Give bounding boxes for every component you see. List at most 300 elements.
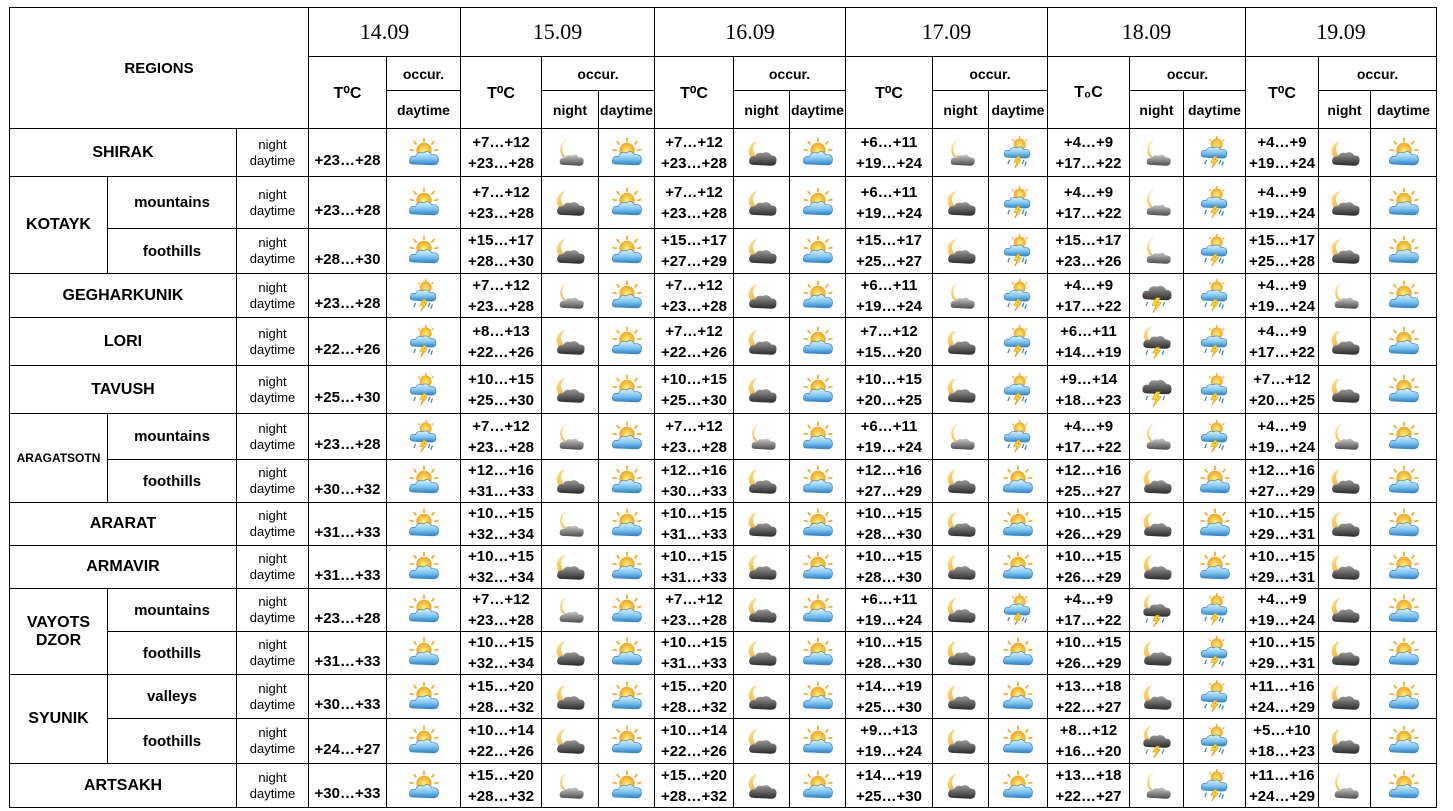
weather-cell: [989, 675, 1048, 719]
temp-cell: [461, 503, 542, 546]
weather-cell: [1130, 764, 1184, 808]
weather-cell: [387, 177, 461, 229]
weather-cell: [1371, 460, 1437, 503]
thunder-rain-icon: [1198, 724, 1232, 758]
forecast-row: [10, 764, 1437, 808]
night-temp: +7…+12: [472, 591, 530, 608]
weather-cell: [1319, 318, 1371, 366]
temp-cell: [1246, 318, 1319, 366]
sun-cloud-icon: [610, 724, 644, 758]
night-label: night: [258, 373, 287, 389]
temp-cell: [309, 129, 387, 177]
sun-cloud-icon: [801, 769, 835, 803]
temp-header: T⁰C: [846, 57, 933, 129]
sun-cloud-icon: [1387, 724, 1421, 758]
night-temp: +4…+9: [1257, 133, 1307, 151]
night-temp: +4…+9: [1257, 591, 1307, 608]
night-temp: +7…+12: [472, 417, 530, 435]
night-label: night: [258, 325, 287, 341]
forecast-row: [10, 274, 1437, 318]
sun-cloud-icon: [1387, 136, 1421, 170]
moon-dark-cloud-icon: [1328, 373, 1362, 407]
weather-cell: [1130, 129, 1184, 177]
night-temp: +15…+17: [1249, 232, 1315, 249]
daytime-temp: +22…+26: [468, 343, 534, 361]
daytime-temp: +23…+28: [661, 612, 727, 629]
sun-cloud-icon: [407, 636, 441, 670]
temp-cell: [1246, 177, 1319, 229]
night-temp: +12…+16: [661, 462, 727, 479]
temp-cell: [1246, 589, 1319, 632]
weather-cell: [542, 129, 599, 177]
temp-cell: [655, 366, 734, 414]
sun-cloud-icon: [1001, 507, 1035, 541]
temp-cell: [309, 764, 387, 808]
temp-cell: [1048, 589, 1130, 632]
moon-cloud-icon: [553, 769, 587, 803]
daytime-temp: +23…+28: [314, 295, 381, 312]
thunder-rain-icon: [1001, 136, 1035, 170]
night-temp: +10…+15: [856, 548, 922, 565]
weather-cell: [1184, 460, 1246, 503]
daytime-temp: +25…+27: [1055, 483, 1122, 500]
daytime-temp: +17…+22: [1055, 154, 1122, 172]
weather-cell: [734, 129, 790, 177]
weather-cell: [387, 503, 461, 546]
temp-cell: [655, 632, 734, 675]
temp-cell: [846, 129, 933, 177]
daytime-label: daytime: [249, 295, 296, 311]
temp-cell: [461, 414, 542, 460]
weather-cell: [933, 274, 989, 318]
subregion-name: foothills: [108, 229, 237, 274]
temp-cell: [309, 675, 387, 719]
sun-cloud-icon: [610, 325, 644, 359]
weather-cell: [1184, 589, 1246, 632]
night-temp: +10…+15: [1249, 548, 1315, 565]
weather-cell: [387, 318, 461, 366]
weather-cell: [599, 719, 655, 764]
weather-cell: [599, 366, 655, 414]
temp-cell: [846, 177, 933, 229]
period-labels: [237, 460, 309, 503]
daytime-temp: +31…+33: [661, 569, 727, 586]
weather-cell: [790, 503, 846, 546]
weather-cell: [1130, 366, 1184, 414]
sun-cloud-icon: [1387, 325, 1421, 359]
weather-cell: [542, 675, 599, 719]
region-name: ARARAT: [10, 503, 237, 546]
weather-cell: [1371, 414, 1437, 460]
daytime-temp: +18…+23: [1055, 391, 1122, 409]
night-temp: +15…+17: [661, 232, 727, 249]
temp-cell: [1048, 274, 1130, 318]
weather-cell: [1371, 632, 1437, 675]
moon-cloud-icon: [944, 136, 978, 170]
moon-dark-cloud-icon: [745, 136, 779, 170]
weather-cell: [989, 366, 1048, 414]
temp-cell: [1246, 229, 1319, 274]
weather-cell: [989, 229, 1048, 274]
daytime-temp: +23…+28: [468, 612, 534, 629]
sun-cloud-icon: [610, 420, 644, 454]
daytime-temp: +28…+32: [468, 787, 534, 805]
sun-cloud-icon: [610, 186, 644, 220]
forecast-row: [10, 675, 1437, 719]
weather-cell: [989, 764, 1048, 808]
period-labels: [237, 366, 309, 414]
night-temp: +10…+15: [856, 370, 922, 388]
region-name: LORI: [10, 318, 237, 366]
temp-cell: [655, 414, 734, 460]
sun-cloud-icon: [610, 636, 644, 670]
moon-dark-cloud-icon: [745, 593, 779, 627]
sun-cloud-icon: [1001, 550, 1035, 584]
daytime-temp: +32…+34: [468, 569, 534, 586]
sun-cloud-icon: [1001, 769, 1035, 803]
night-temp: +7…+12: [472, 183, 530, 201]
temp-cell: [846, 632, 933, 675]
sun-cloud-icon: [1387, 420, 1421, 454]
forecast-row: [10, 229, 1437, 274]
night-temp: +10…+15: [661, 634, 727, 651]
moon-dark-cloud-icon: [944, 234, 978, 268]
subregion-name: foothills: [108, 632, 237, 675]
thunder-rain-icon: [1198, 186, 1232, 220]
weather-cell: [542, 229, 599, 274]
temp-cell: [461, 589, 542, 632]
night-temp: +12…+16: [856, 462, 922, 479]
date-header: 19.09: [1246, 8, 1437, 57]
moon-dark-cloud-icon: [745, 234, 779, 268]
night-temp: +12…+16: [468, 462, 534, 479]
moon-dark-cloud-icon: [1140, 680, 1174, 714]
sun-cloud-icon: [610, 234, 644, 268]
night-label: night: [258, 508, 287, 523]
moon-dark-cloud-icon: [553, 373, 587, 407]
weather-cell: [989, 503, 1048, 546]
thunder-rain-icon: [407, 325, 441, 359]
weather-cell: [933, 129, 989, 177]
daytime-temp: +25…+30: [661, 391, 727, 409]
weather-cell: [387, 632, 461, 675]
temp-cell: [1048, 764, 1130, 808]
night-temp: +10…+14: [661, 722, 727, 739]
daytime-label: daytime: [249, 610, 296, 625]
daytime-temp: +23…+28: [314, 609, 381, 627]
weather-cell: [989, 719, 1048, 764]
weather-cell: [542, 764, 599, 808]
sun-cloud-icon: [610, 373, 644, 407]
daytime-temp: +17…+22: [1055, 297, 1122, 315]
daytime-temp: +25…+30: [856, 787, 922, 805]
temp-cell: [655, 229, 734, 274]
daytime-temp: +16…+20: [1055, 743, 1122, 760]
night-temp: +6…+11: [860, 276, 918, 294]
subregion-name: valleys: [108, 675, 237, 719]
night-temp: +10…+15: [856, 505, 922, 522]
regions-header: REGIONS: [10, 8, 309, 129]
sun-cloud-icon: [407, 593, 441, 627]
daytime-temp: +19…+24: [1249, 612, 1315, 629]
temp-cell: [655, 274, 734, 318]
night-temp: +11…+16: [1249, 766, 1315, 784]
daytime-temp: +22…+26: [661, 343, 727, 361]
sun-cloud-icon: [801, 464, 835, 498]
daytime-temp: +25…+27: [856, 253, 922, 270]
weather-cell: [1319, 632, 1371, 675]
temp-cell: [309, 274, 387, 318]
moon-cloud-icon: [1328, 279, 1362, 313]
moon-cloud-icon: [944, 420, 978, 454]
night-temp: +4…+9: [1257, 322, 1307, 340]
daytime-header: daytime: [387, 91, 461, 129]
weather-cell: [1184, 318, 1246, 366]
night-temp: +4…+9: [1257, 183, 1307, 201]
sun-cloud-icon: [1387, 593, 1421, 627]
temp-cell: [655, 546, 734, 589]
temp-cell: [461, 318, 542, 366]
sun-cloud-icon: [1387, 186, 1421, 220]
sun-cloud-icon: [610, 136, 644, 170]
moon-thunder-icon: [1140, 325, 1174, 359]
night-temp: +10…+15: [468, 370, 534, 388]
moon-dark-cloud-icon: [1328, 464, 1362, 498]
temp-cell: [655, 503, 734, 546]
temp-cell: [461, 366, 542, 414]
weather-cell: [734, 719, 790, 764]
weather-cell: [933, 366, 989, 414]
weather-cell: [989, 632, 1048, 675]
sun-cloud-icon: [1001, 724, 1035, 758]
night-label: night: [258, 594, 287, 609]
weather-cell: [1319, 177, 1371, 229]
night-temp: +15…+17: [468, 232, 534, 249]
region-name: SYUNIK: [10, 675, 108, 764]
sun-cloud-icon: [1387, 680, 1421, 714]
night-temp: +6…+11: [860, 133, 918, 151]
weather-cell: [1319, 414, 1371, 460]
weather-cell: [933, 503, 989, 546]
moon-dark-cloud-icon: [944, 325, 978, 359]
night-temp: +15…+20: [468, 677, 534, 695]
daytime-temp: +24…+27: [314, 740, 381, 758]
temp-cell: [309, 719, 387, 764]
night-label: night: [258, 680, 287, 696]
weather-cell: [790, 719, 846, 764]
dark-thunder-icon: [1140, 279, 1174, 313]
daytime-temp: +29…+31: [1249, 526, 1315, 543]
temp-cell: [1246, 719, 1319, 764]
weather-cell: [734, 503, 790, 546]
night-temp: +15…+20: [468, 766, 534, 784]
region-name: TAVUSH: [10, 366, 237, 414]
thunder-rain-icon: [1198, 420, 1232, 454]
weather-cell: [1184, 719, 1246, 764]
forecast-row: [10, 460, 1437, 503]
occur-header: occur.: [542, 57, 655, 91]
daytime-label: daytime: [249, 436, 296, 452]
weather-cell: [989, 460, 1048, 503]
daytime-temp: +30…+32: [314, 480, 381, 498]
daytime-temp: +22…+27: [1055, 698, 1122, 716]
weather-cell: [790, 274, 846, 318]
weather-cell: [542, 632, 599, 675]
daytime-temp: +28…+32: [468, 698, 534, 716]
weather-cell: [1319, 546, 1371, 589]
daytime-label: daytime: [249, 653, 296, 668]
date-header: 18.09: [1048, 8, 1246, 57]
night-temp: +7…+12: [665, 591, 723, 608]
weather-cell: [387, 589, 461, 632]
weather-cell: [790, 589, 846, 632]
moon-cloud-icon: [1140, 420, 1174, 454]
temp-cell: [1246, 460, 1319, 503]
weather-cell: [790, 229, 846, 274]
night-temp: +10…+15: [1055, 548, 1122, 565]
daytime-temp: +23…+28: [661, 204, 727, 222]
sun-cloud-icon: [801, 279, 835, 313]
night-header: night: [1130, 91, 1184, 129]
weather-cell: [734, 414, 790, 460]
moon-dark-cloud-icon: [1328, 593, 1362, 627]
thunder-rain-icon: [1198, 136, 1232, 170]
moon-dark-cloud-icon: [1140, 464, 1174, 498]
temp-cell: [1048, 719, 1130, 764]
weather-cell: [599, 589, 655, 632]
sun-cloud-icon: [1001, 680, 1035, 714]
weather-cell: [1130, 460, 1184, 503]
weather-cell: [542, 177, 599, 229]
occur-header: occur.: [1319, 57, 1437, 91]
moon-thunder-icon: [1140, 724, 1174, 758]
temp-cell: [309, 546, 387, 589]
temp-cell: [1246, 414, 1319, 460]
subregion-name: mountains: [108, 177, 237, 229]
daytime-temp: +20…+25: [856, 391, 922, 409]
sun-cloud-icon: [1387, 234, 1421, 268]
weather-cell: [599, 318, 655, 366]
night-temp: +12…+16: [1249, 462, 1315, 479]
temp-cell: [1246, 274, 1319, 318]
region-name: ARMAVIR: [10, 546, 237, 589]
weather-cell: [790, 177, 846, 229]
moon-cloud-icon: [1140, 769, 1174, 803]
moon-dark-cloud-icon: [1328, 186, 1362, 220]
weather-cell: [1184, 546, 1246, 589]
daytime-temp: +24…+29: [1249, 787, 1315, 805]
weather-cell: [734, 177, 790, 229]
sun-cloud-icon: [610, 680, 644, 714]
weather-cell: [790, 632, 846, 675]
daytime-temp: +22…+27: [1055, 787, 1122, 805]
temp-cell: [846, 229, 933, 274]
daytime-temp: +23…+28: [468, 154, 534, 172]
night-temp: +6…+11: [860, 591, 918, 608]
thunder-rain-icon: [1198, 636, 1232, 670]
moon-dark-cloud-icon: [553, 724, 587, 758]
daytime-label: daytime: [249, 785, 296, 801]
sun-cloud-icon: [1387, 769, 1421, 803]
night-label: night: [258, 769, 287, 785]
moon-cloud-icon: [1140, 136, 1174, 170]
night-temp: +14…+19: [856, 677, 922, 695]
daytime-temp: +19…+24: [856, 204, 922, 222]
night-temp: +7…+12: [665, 276, 723, 294]
temp-header: T₀C: [1048, 57, 1130, 129]
weather-cell: [790, 414, 846, 460]
temp-cell: [846, 318, 933, 366]
temp-cell: [655, 460, 734, 503]
night-temp: +4…+9: [1257, 276, 1307, 294]
weather-cell: [1371, 229, 1437, 274]
night-temp: +4…+9: [1063, 276, 1114, 294]
night-temp: +15…+20: [661, 766, 727, 784]
sun-cloud-icon: [407, 464, 441, 498]
weather-cell: [542, 460, 599, 503]
date-header: 16.09: [655, 8, 846, 57]
weather-cell: [1371, 675, 1437, 719]
weather-cell: [1371, 318, 1437, 366]
night-temp: +4…+9: [1257, 417, 1307, 435]
thunder-rain-icon: [407, 420, 441, 454]
temp-cell: [309, 460, 387, 503]
night-temp: +15…+17: [856, 232, 922, 249]
daytime-temp: +26…+29: [1055, 569, 1122, 586]
weather-cell: [734, 460, 790, 503]
temp-cell: [1246, 366, 1319, 414]
thunder-rain-icon: [1198, 234, 1232, 268]
night-temp: +10…+15: [468, 634, 534, 651]
daytime-temp: +19…+24: [856, 297, 922, 315]
temp-cell: [1048, 177, 1130, 229]
weather-cell: [989, 589, 1048, 632]
temp-cell: [309, 366, 387, 414]
temp-cell: [1048, 675, 1130, 719]
weather-cell: [542, 318, 599, 366]
weather-cell: [989, 318, 1048, 366]
period-labels: [237, 632, 309, 675]
temp-cell: [655, 129, 734, 177]
night-temp: +14…+19: [856, 766, 922, 784]
daytime-temp: +27…+29: [856, 483, 922, 500]
sun-cloud-icon: [610, 593, 644, 627]
sun-cloud-icon: [407, 186, 441, 220]
sun-cloud-icon: [801, 724, 835, 758]
moon-dark-cloud-icon: [553, 464, 587, 498]
weather-cell: [1371, 719, 1437, 764]
sun-cloud-icon: [1387, 636, 1421, 670]
temp-cell: [309, 177, 387, 229]
night-temp: +7…+12: [665, 133, 723, 151]
weather-cell: [790, 675, 846, 719]
thunder-rain-icon: [407, 373, 441, 407]
night-label: night: [258, 465, 287, 480]
weather-cell: [599, 177, 655, 229]
weather-cell: [1319, 274, 1371, 318]
region-name: ARTSAKH: [10, 764, 237, 808]
daytime-temp: +31…+33: [314, 566, 381, 584]
moon-dark-cloud-icon: [745, 636, 779, 670]
moon-dark-cloud-icon: [745, 186, 779, 220]
weather-cell: [1130, 229, 1184, 274]
night-temp: +12…+16: [1055, 462, 1122, 479]
weather-cell: [933, 719, 989, 764]
weather-cell: [933, 460, 989, 503]
sun-cloud-icon: [801, 636, 835, 670]
weather-cell: [1184, 414, 1246, 460]
daytime-temp: +22…+26: [468, 743, 534, 760]
